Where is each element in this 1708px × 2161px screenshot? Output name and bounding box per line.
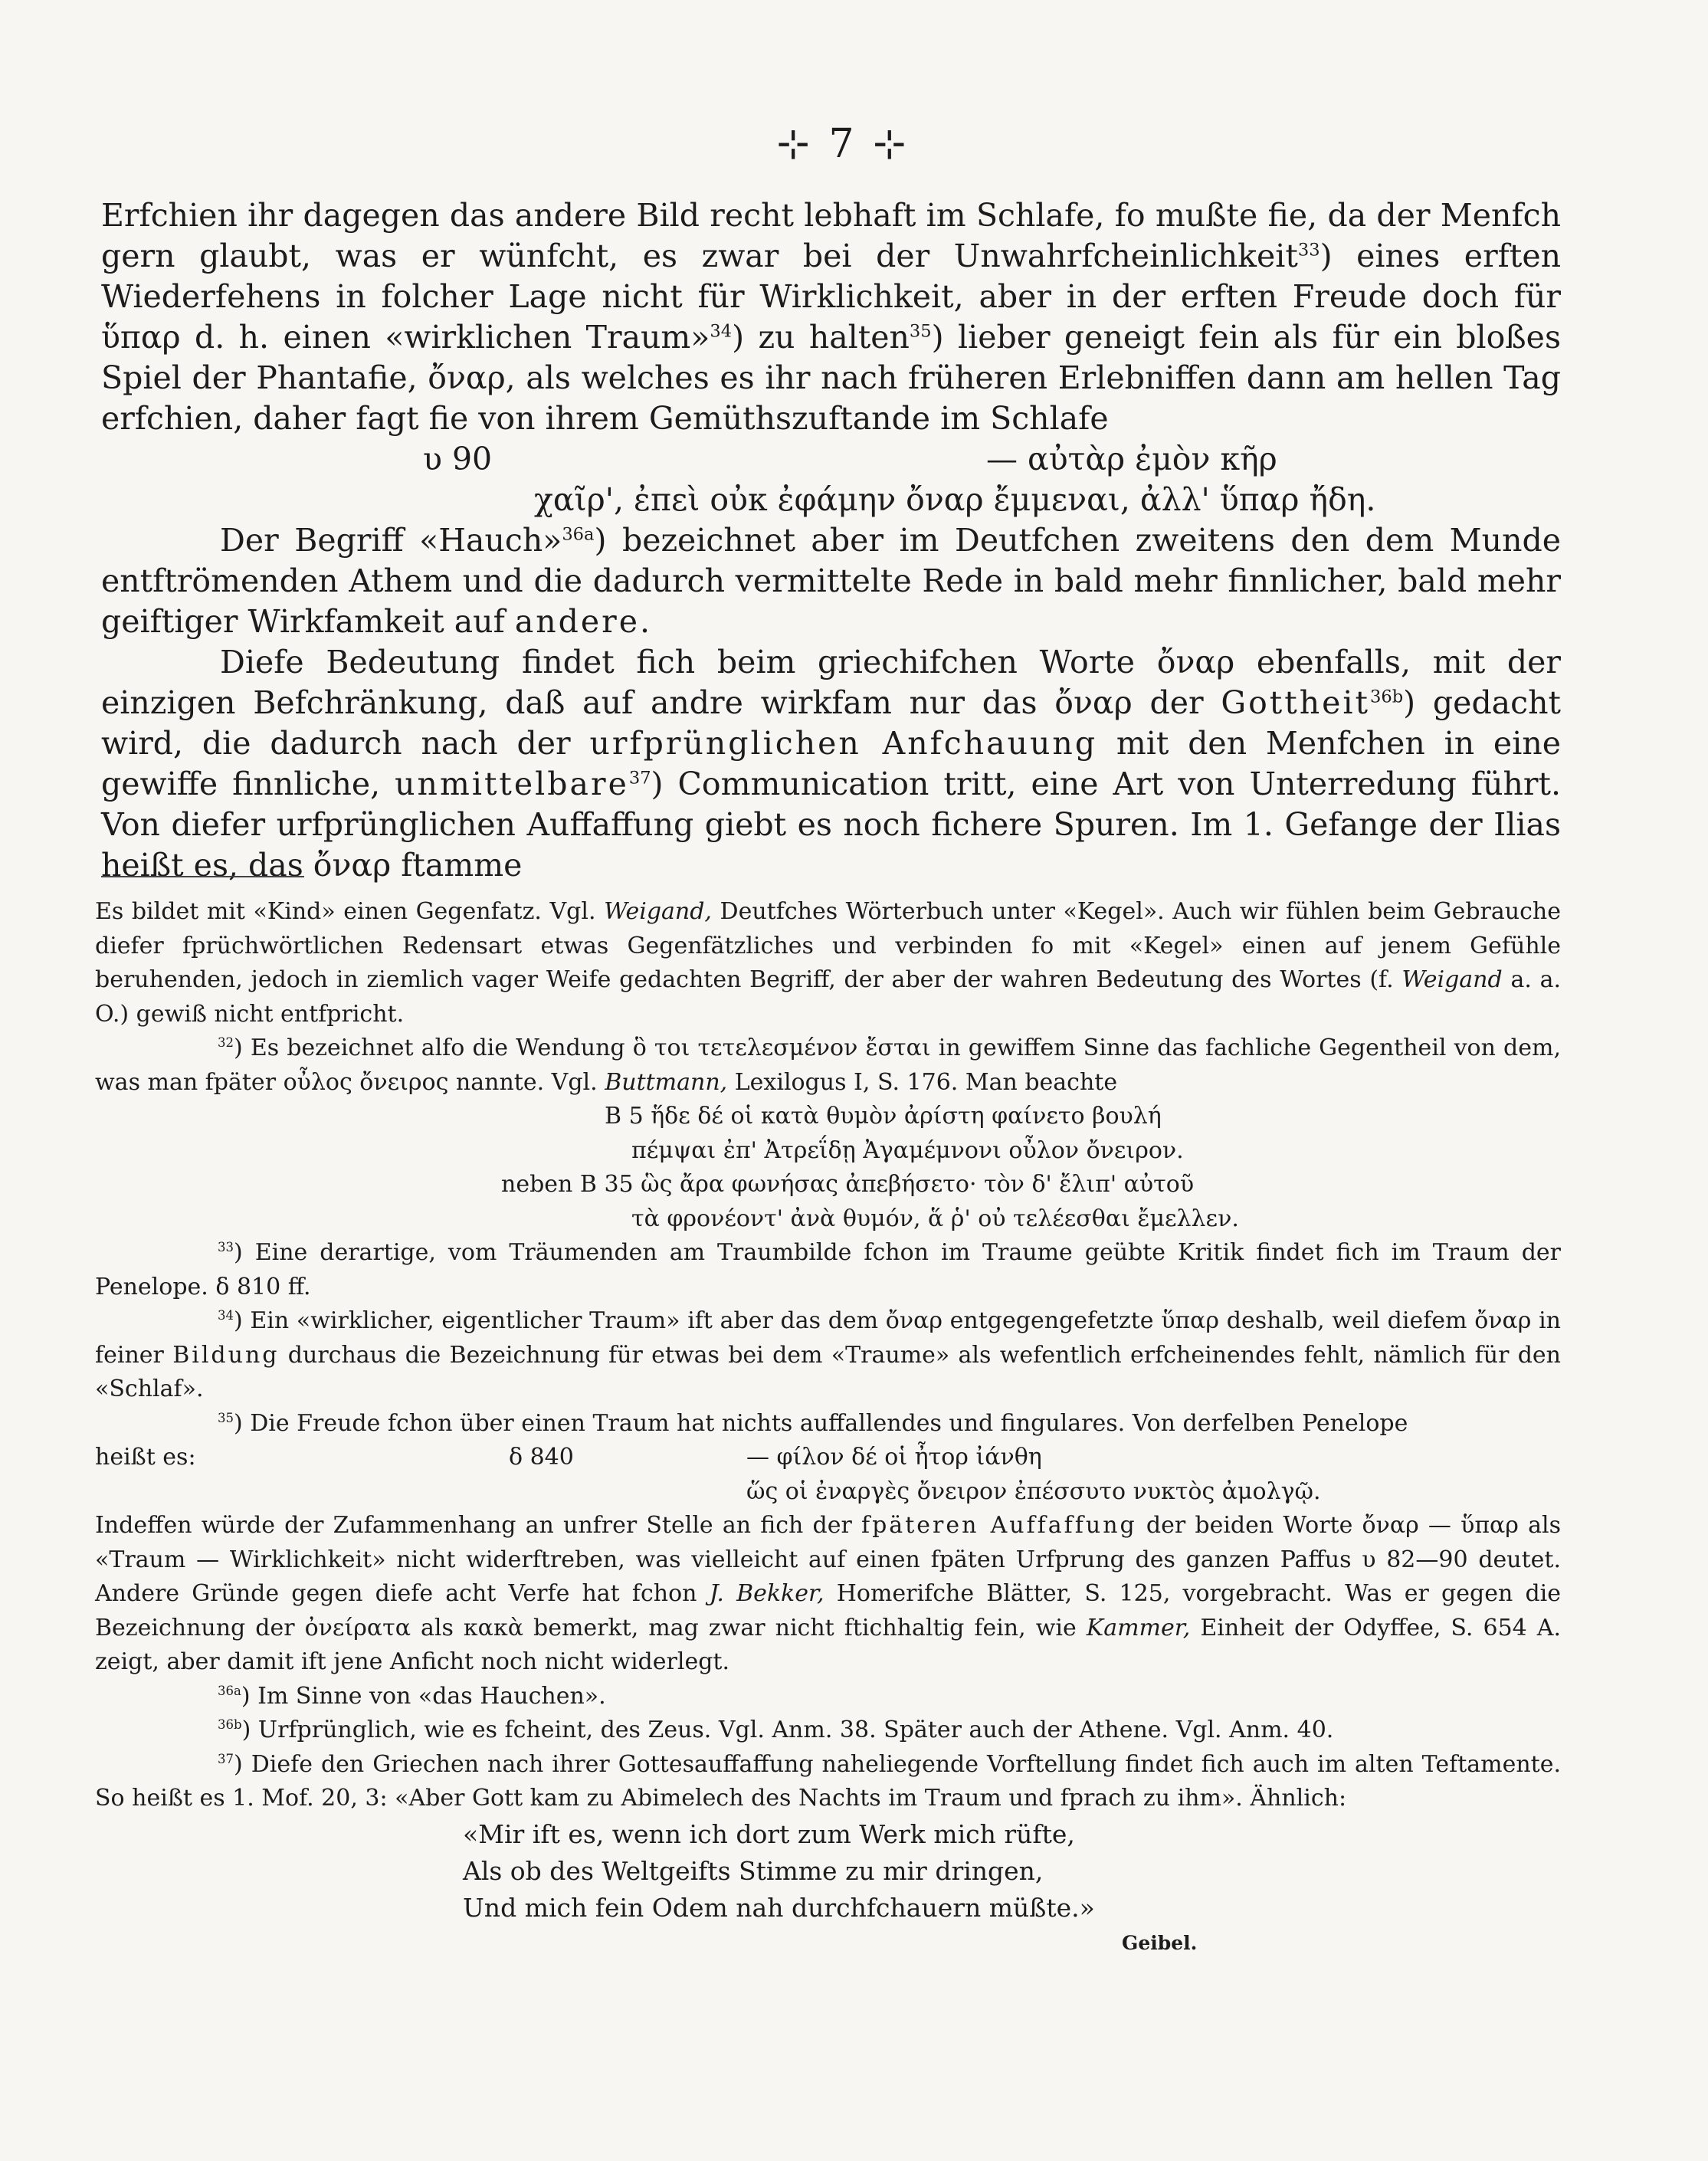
poem-line: Und mich fein Odem nah durchfchauern müßte.» (463, 1892, 1095, 1923)
footnote-34: $^{34}$) Ein «wirklicher, eigentlicher Traum» ift aber das dem ὄναρ entgegengefetzte ὕπαρ deshalb, weil diefem ὄναρ in feiner Bildung durchaus die Bezeichnung für etwas bei dem «Traume» als wefentlich erfcheinendes fehlt, nämlich für den «Schlaf». (95, 1307, 1561, 1402)
footnote-33: $^{33}$) Eine derartige, vom Träumenden am Traumbilde fchon im Traume geübte Kritik findet fich im Traum der Penelope. δ 810 ff. (95, 1239, 1561, 1300)
footnote-35-cont: Indeffen würde der Zufammenhang an unfrer Stelle an fich der fpäteren Auffaffung der beiden Worte ὄναρ — ὕπαρ als «Traum — Wirklichkeit» nicht widerftreben, was vielleicht auf einen fpäten Urfprung des ganzen Paffus υ 82—90 deutet. Andere Gründe gegen diefe acht Verfe hat fchon J. Bekker, Homerifche Blätter, S. 125, vorgebracht. Was er gegen die Bezeichnung der ὀνείρατα als κακὰ bemerkt, mag zwar nicht ftichhaltig fein, wie Kammer, Einheit der Odyffee, S. 654 A. zeigt, aber damit ift jene Anficht noch nicht widerlegt. (95, 1512, 1562, 1675)
footnote-divider (101, 876, 304, 877)
footnote-ref: 33 (1297, 240, 1320, 261)
footnote-ref: 34 (710, 321, 733, 342)
footnote-ref: 35 (909, 321, 932, 342)
footnote-36a: $^{36a}$) Im Sinne von «das Hauchen». (218, 1682, 606, 1710)
footnote-32: $^{32}$) Es bezeichnet alfo die Wendung ὃ τοι τετελεσμένον ἔσται in gewiffem Sinne das fachliche Gegentheil von dem, was man fpäter οὖλος ὄνειρος nannte. Vgl. Buttmann, Lexilogus I, S. 176. Man beachte (95, 1035, 1561, 1096)
poem-line: «Mir ift es, wenn ich dort zum Werk mich rüfte, (463, 1818, 1075, 1849)
paragraph-1: Erfchien ihr dagegen das andere Bild recht lebhaft im Schlafe, fo mußte fie, da der Menfch gern glaubt, was er wünfcht, es zwar bei der Unwahrfcheinlichkeit$^{33}$) eines erften Wiederfehens in folcher Lage nicht für Wirklichkeit, aber in der erften Freude doch für ὕπαρ d. h. einen «wirklichen Traum»$^{34}$) zu halten$^{35}$) lieber geneigt fein als für ein bloßes Spiel der Phantafie, ὄναρ, als welches es ihr nach früheren Erlebniffen dann am hellen Tag erfchien, daher fagt fie von ihrem Gemüthszuftande im Schlafe (101, 197, 1561, 437)
footnote-continued: Es bildet mit «Kind» einen Gegenfatz. Vgl. Weigand, Deutfches Wörterbuch unter «Kegel». Auch wir fühlen beim Gebrauche diefer fprüchwörtlichen Redensart etwas Gegenfätzliches und verbinden fo mit «Kegel» einen auf jenem Gefühle beruhenden, jedoch in ziemlich vager Weife gedachten Begriff, der aber der wahren Bedeutung des Wortes (f. Weigand a. a. O.) gewiß nicht entfpricht. (95, 898, 1561, 1028)
footnote-ref: 37 (628, 768, 651, 789)
footnote-35: $^{35}$) Die Freude fchon über einen Traum hat nichts auffallendes und fingulares. Von derfelben Penelope (218, 1409, 1408, 1437)
main-text (101, 195, 1561, 886)
greek-quote-block: B 5 ἥδε δέ οἱ κατὰ θυμὸν ἀρίστη φαίνετο βουλή πέμψαι ἐπ' Ἀτρεΐδῃ Ἀγαμέμνονι οὖλον ὄνειρον. neben B 35 ὣς ἄρα φωνήσας ἀπεβήσετο· τὸν δ' ἔλιπ' αὐτοῦ τὰ φρονέοντ' ἀνὰ θυμόν, ἅ ῥ' οὐ τελέεσθαι ἔμελλεν. (501, 1103, 1239, 1232)
quote-line-2: χαῖρ', ἐπεὶ οὐκ ἐφάμην ὄναρ ἔμμεναι, ἀλλ' ὕπαρ ἤδη. (534, 481, 1376, 518)
footnote-ref: 36b (1370, 687, 1404, 707)
page-number: ⊹ 7 ⊹ (776, 121, 910, 167)
poem-author: Geibel. (1122, 1931, 1198, 1954)
quote-line-1: υ 90 — αὐτὰρ ἐμὸν κῆρ (423, 441, 1277, 477)
footnotes (95, 895, 1561, 1960)
poem (95, 1816, 1561, 1927)
footnote-35-quote: heißt es: δ 840 — φίλον δέ οἱ ἦτορ ἰάνθη (95, 1444, 1042, 1471)
poem-line: Als ob des Weltgeifts Stimme zu mir dringen, (463, 1855, 1044, 1886)
paragraph-3: Diefe Bedeutung findet fich beim griechifchen Worte ὄναρ ebenfalls, mit der einzigen Befchränkung, daß auf andre wirkfam nur das ὄναρ der Gottheit$^{36b}$) gedacht wird, die dadurch nach der urfprünglichen Anfchauung mit den Menfchen in eine gewiffe finnliche, unmittelbare$^{37}$) Communication tritt, eine Art von Unterredung führt. Von diefer urfprünglichen Auffaffung giebt es noch fichere Spuren. Im 1. Gefange der Ilias heißt es, das ὄναρ ftamme (101, 644, 1561, 884)
footnote-ref: 36a (562, 524, 595, 545)
footnote-36b: $^{36b}$) Urfprünglich, wie es fcheint, des Zeus. Vgl. Anm. 38. Später auch der Athene. Vgl. Anm. 40. (218, 1717, 1334, 1743)
paragraph-2: Der Begriff «Hauch»$^{36a}$) bezeichnet aber im Deutfchen zweitens den dem Munde entftrömenden Athem und die dadurch vermittelte Rede in bald mehr finnlicher, bald mehr geiftiger Wirkfamkeit auf andere. (101, 522, 1561, 640)
footnote-37: $^{37}$) Diefe den Griechen nach ihrer Gottesauffaffung naheliegende Vorftellung findet fich auch im alten Teftamente. So heißt es 1. Mof. 20, 3: «Aber Gott kam zu Abimelech des Nachts im Traum und fprach zu ihm». Ähnlich: (95, 1750, 1561, 1812)
footnote-35-quote-2: ὥς οἱ ἐναργὲς ὄνειρον ἐπέσσυτο νυκτὸς ἀμολγῷ. (746, 1477, 1321, 1505)
